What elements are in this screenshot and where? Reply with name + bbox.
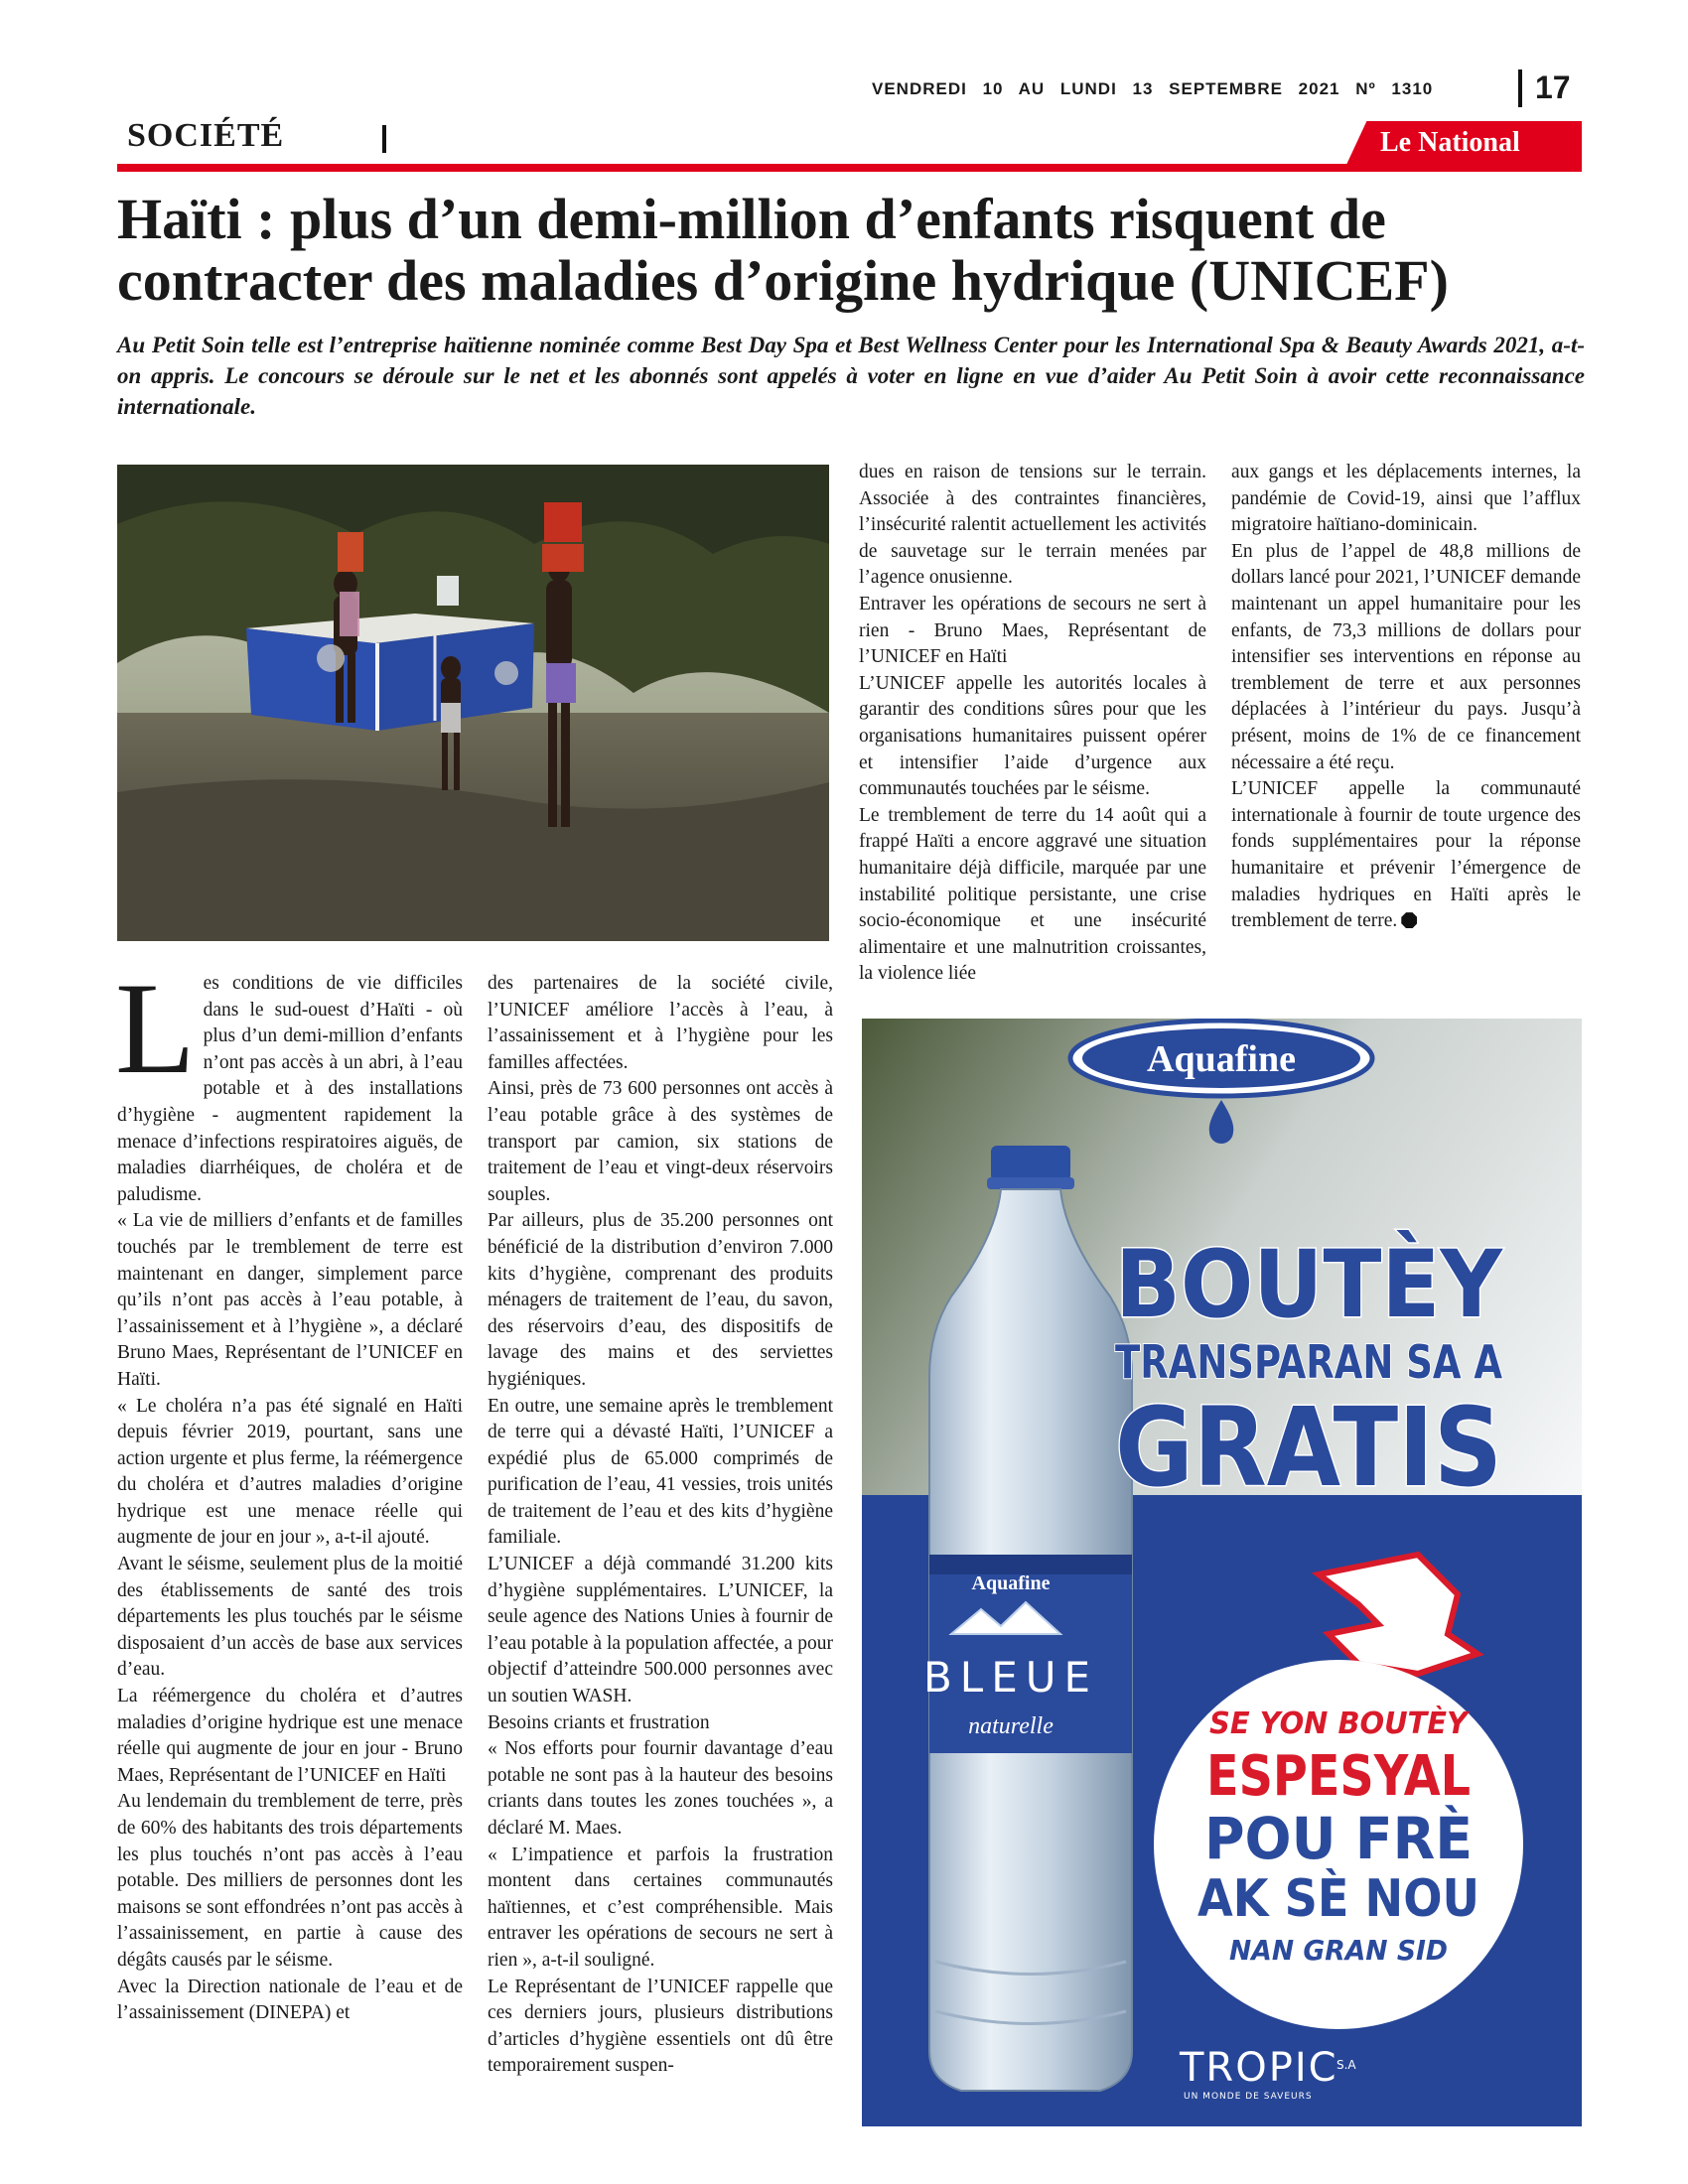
paragraph: Les conditions de vie difficiles dans le sud-ouest d’Haïti - où plus d’un demi-million d’enfants n’ont pas accès à un abri, à l’eau potable et à des installations d’hygiène - augmentent rapidement la menace d’infections respiratoires aiguës, de maladies diarrhéiques, de choléra et de paludisme. (115, 955, 463, 1205)
badge-line-3: POU FRÈ (1204, 1805, 1486, 1872)
paragraph: L’UNICEF appelle la communauté internationale à fournir de toute urgence des fonds supplémentaires pour la réponse humanitaire et prévenir l’émergence de maladies hydriques en Haïti après le tremblement de terre. (1231, 778, 1581, 932)
article-column-2 (488, 971, 833, 2080)
paragraph: des partenaires de la société civile, l’UNICEF améliore l’accès à l’eau, à l’assainissement et à l’hygiène pour les familles affectées. (488, 973, 833, 1073)
dateline: VENDREDI 10 AU LUNDI 13 SEPTEMBRE 2021 Nº 1310 (872, 79, 1434, 98)
ad-headline-3: GRATIS (1115, 1384, 1502, 1511)
page-number: 17 (1535, 69, 1571, 105)
subheading: Besoins criants et frustration (488, 1711, 710, 1733)
paragraph: Au lendemain du tremblement de terre, près de 60% des habitants des trois départements les plus touchés n’ont pas accès à l’eau potable. Des milliers de personnes dont les maisons se sont effondrées n’ont pas accès à l’assainissement, en partie à cause des dégâts causés par le séisme. (117, 1791, 463, 1971)
drop-cap: L (115, 955, 196, 1101)
end-mark-icon (1401, 912, 1417, 928)
sponsor-suffix: S.A (1336, 2058, 1356, 2072)
paragraph: L’UNICEF appelle les autorités locales à garantir des conditions sûres pour que les organisations humanitaires puissent opérer et intensifier l’aide d’urgence aux communautés touchées par le séisme. (859, 672, 1206, 800)
paragraph: L’UNICEF a déjà commandé 31.200 kits d’hygiène supplémentaires. L’UNICEF, la seule agence des Nations Unies à fournir de l’eau potable à la population affectée, a pour objectif d’atteindre 500.000 personnes avec un soutien WASH. (488, 1554, 833, 1707)
paragraph: « Nos efforts pour fournir davantage d’eau potable ne sont pas à la hauteur des besoins criants dans toutes les zones touchées », a déclaré M. Maes. (488, 1738, 833, 1839)
paragraph: Avant le séisme, seulement plus de la moitié des établissements de santé des trois départements les plus touchés par le séisme disposaient d’un accès de base aux services d’eau. (117, 1554, 463, 1681)
section-divider (382, 125, 386, 153)
article-title: Haïti : plus d’un demi-million d’enfants risquent de contracter des maladies d’origine hydrique (UNICEF) (117, 187, 1449, 313)
paragraph: Le Représentant de l’UNICEF rappelle que ces derniers jours, plusieurs distributions d’articles d’hygiène essentiels ont dû être temporairement suspen- (488, 1976, 833, 2077)
badge-line-1: SE YON BOUTÈY (1209, 1706, 1477, 1741)
paragraph: « Le choléra n’a pas été signalé en Haïti depuis février 2019, pourtant, sans une action urgente et plus ferme, la réémergence du choléra et d’autres maladies d’origine hydrique est une menace réelle qui augmente de jour en jour », a-t-il ajouté. (117, 1395, 463, 1549)
paragraph: « L’impatience et parfois la frustration montent dans certaines communautés haïtiennes, et c’est compréhensible. Mais entraver les opérations de secours ne sert à rien », a-t-il souligné. (488, 1843, 833, 1971)
article-lede: Au Petit Soin telle est l’entreprise haïtienne nominée comme Best Day Spa et Best Wellness Center pour les International Spa & Beauty Awards 2021, a-t-on appris. Le concours se déroule sur le net et les abonnés sont appelés à voter en ligne en vue d’aider Au Petit Soin à avoir cette reconnaissance internationale. (117, 333, 1585, 419)
label-sub: naturelle (968, 1713, 1054, 1739)
sponsor-logo: TROPIC (1180, 2045, 1338, 2091)
brand-name: Le National (1380, 127, 1520, 158)
article-column-4 (1231, 460, 1581, 935)
sponsor-tagline: UN MONDE DE SAVEURS (1184, 2092, 1313, 2102)
article-column-1 (115, 955, 463, 2027)
paragraph: La réémergence du choléra et d’autres maladies d’origine hydrique est une menace réelle qui augmente de jour en jour - Bruno Maes, Représentant de l’UNICEF en Haïti (117, 1686, 463, 1786)
ad-headline-1: BOUTÈY (1115, 1231, 1537, 1339)
bottle-image (929, 1146, 1132, 2091)
paragraph: Entraver les opérations de secours ne sert à rien - Bruno Maes, Représentant de l’UNICEF en Haïti (859, 593, 1206, 668)
section-label: SOCIÉTÉ (127, 117, 285, 154)
badge-line-4: AK SÈ NOU (1197, 1869, 1515, 1929)
label-brand: Aquafine (971, 1572, 1051, 1594)
paragraph: « La vie de milliers d’enfants et de familles touchés par le tremblement de terre est maintenant en danger, simplement parce qu’ils n’ont pas accès à l’eau potable, à l’assainissement et à l’hygiène », a déclaré Bruno Maes, Représentant de l’UNICEF en Haïti. (117, 1210, 463, 1390)
page-divider (1518, 69, 1522, 107)
ad-headline-2: TRANSPARAN SA A (1115, 1335, 1503, 1389)
article-photo (117, 465, 829, 941)
paragraph: Le tremblement de terre du 14 août qui a frappé Haïti a encore aggravé une situation humanitaire déjà difficile, marquée par une instabilité politique persistante, une crise socio-économique et une insécurité alimentaire et une malnutrition croissantes, la violence liée (859, 804, 1206, 985)
paragraph: Par ailleurs, plus de 35.200 personnes ont bénéficié de la distribution d’environ 7.000 kits d’hygiène, comprenant des produits ménagers de traitement de l’eau, du savon, des réservoirs d’eau, des dispositifs de lavage des mains et des serviettes hygiéniques. (488, 1210, 833, 1390)
paragraph: Ainsi, près de 73 600 personnes ont accès à l’eau potable grâce à des systèmes de transport par camion, six stations de traitement de l’eau et vingt-deux réservoirs souples. (488, 1078, 833, 1205)
aquafine-advertisement (862, 1019, 1582, 2126)
paragraph: Avec la Direction nationale de l’eau et de l’assainissement (DINEPA) et (117, 1976, 463, 2024)
badge-line-5: NAN GRAN SID (1229, 1934, 1448, 1967)
paragraph: dues en raison de tensions sur le terrain. Associée à des contraintes financières, l’insécurité ralentit actuellement les activités de sauvetage sur le terrain menées par l’agence onusienne. (859, 462, 1206, 589)
paragraph: En plus de l’appel de 48,8 millions de dollars lancé pour 2021, l’UNICEF demande maintenant un appel humanitaire pour les enfants, de 73,3 millions de dollars pour intensifier ses interventions en réponse au tremblement de terre et aux personnes déplacées à l’intérieur du pays. Jusqu’à présent, moins de 1% de ce financement nécessaire a été reçu. (1231, 540, 1581, 773)
ad-logo: Aquafine (1147, 1038, 1296, 1080)
label-product: BLEUE (922, 1653, 1099, 1702)
article-column-3 (859, 460, 1206, 988)
badge-line-2: ESPESYAL (1206, 1744, 1471, 1809)
paragraph: En outre, une semaine après le tremblement de terre qui a dévasté Haïti, l’UNICEF a expédié plus de 65.000 comprimés de purification de l’eau, 41 vessies, trois unités de traitement de l’eau et des kits d’hygiène familiale. (488, 1395, 833, 1549)
paragraph: aux gangs et les déplacements internes, la pandémie de Covid-19, ainsi que l’afflux migratoire haïtiano-dominicain. (1231, 462, 1581, 536)
